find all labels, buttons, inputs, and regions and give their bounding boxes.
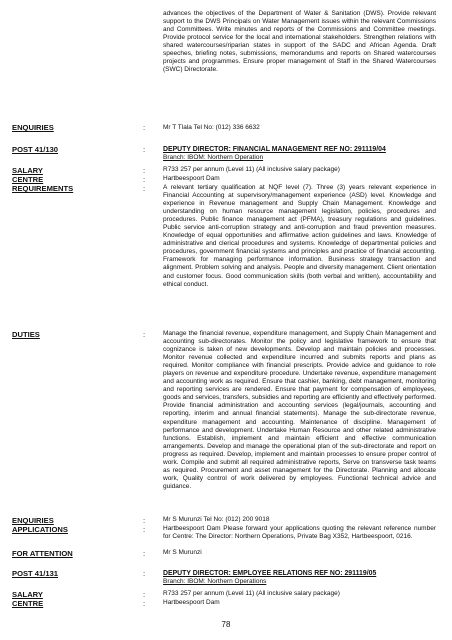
colon: :	[143, 525, 146, 534]
applications-label: APPLICATIONS	[12, 525, 68, 534]
enquiries-value: Mr T Tlala Tel No: (012) 336 6632	[163, 124, 260, 131]
post-branch: Branch: IBOM: Northern Operations	[163, 578, 267, 585]
post-title	[163, 569, 436, 586]
colon: :	[143, 166, 146, 175]
colon: :	[143, 549, 146, 558]
colon: :	[143, 516, 146, 525]
page-number: 78	[221, 620, 231, 629]
colon: :	[143, 330, 146, 339]
applications-value: Hartbeespoort Dam Please forward your applications quoting the relevant reference number for Centre: The Director: Northern Operations, Private Bag X352, Hartbeespoort, 0216.	[163, 525, 436, 541]
centre-label: CENTRE	[12, 599, 44, 608]
enquiries-value: Mr S Murunzi Tel No: (012) 200 9018	[163, 516, 270, 523]
colon: :	[143, 175, 146, 184]
requirements-value: A relevant tertiary qualification at NQF level (7). Three (3) years relevant experience in Financial Accounting at supervisory/management experience (ASD) level. Knowledge and experience in Revenue management and Supply Chain Management. Knowledge and understanding on human resource management legislation, policies, procedures and procedures. Public finance management act (PFMA), treasury regulations and guidelines. Public service anti-corruption strategy and anti-corruption and fraud prevention measures. Knowledge of equal opportunities and affirmative action guidelines and laws. Knowledge of administrative and clerical procedures and systems. Knowledge of departmental policies and procedures, government financial systems and principles and practice of financial accounting. Framework for managing performance information. Business strategy transaction and alignment. Problem solving and analysis. People and diversity management. Client orientation and customer focus. Good communication skills (both verbal and written), accountability and ethical conduct.	[163, 184, 436, 288]
post-title-text: DEPUTY DIRECTOR: FINANCIAL MANAGEMENT REF NO: 291119/04	[163, 146, 386, 153]
post-branch: Branch: IBOM: Northern Operation	[163, 154, 264, 161]
duties-label: DUTIES	[12, 330, 40, 339]
colon: :	[143, 123, 146, 132]
colon: :	[143, 569, 146, 578]
salary-value: R733 257 per annum (Level 11) (All inclusive salary package)	[163, 590, 340, 597]
intro-text: advances the objectives of the Department of Water & Sanitation (DWS). Provide relevant support to the DWS Principals on Water Management issues within the relevant Commissions and Committees. Write minutes and reports of the Commissions and Committee meetings. Provide protocol service for the local and international stakeholders. Strengthen relations with shared watercourses/riparian states in support of the SADC and African Agenda. Draft speeches, briefing notes, submissions, memorandums and reports on Shared watercourses projects and programmes. Ensure proper management of Staff in the Shared Watercourses (SWC) Directorate.	[163, 10, 436, 74]
duties-value: Manage the financial revenue, expenditure management, and Supply Chain Management and accounting sub-directorates. Monitor the policy and legislative framework to ensure that cognizance is taken of new developments. Develop and maintain policies and processes. Monitor revenue collected and expenditure incurred and submits reports and plans as required. Monitor compliance with financial prescripts. Provide advice and guidance to role players on revenue and expenditure procedure. Undertake revenue, expenditure management and accounting work as required. Ensure that cashier, banking, debt management, monitoring and reporting services are rendered. Ensure that payment for compensation of employees, goods and services, transfers, subsidies and reporting are efficiently and effectively performed. Provide financial administration and accounting services (legal/journals, accounting and reporting, interim and annual financial statements). Manage the sub-directorate revenue, expenditure management and accounting. Maintenance of discipline. Management of performance and development. Undertake Human Resource and other related administrative functions. Establish, implement and maintain efficient and effective communication arrangements. Develop and manage the operational plan of the sub-directorate and report on progress as required. Develop, implement and maintain processes to ensure proper control of work. Compile and submit all required administrative reports, Serve on transverse task teams as required. Procurement and asset management for the Directorate. Planning and allocate work, Quality control of work delivered by employees. Functional technical advice and guidance.	[163, 330, 436, 490]
colon: :	[143, 184, 146, 193]
centre-label: CENTRE	[12, 175, 44, 184]
post-title-text: DEPUTY DIRECTOR: EMPLOYEE RELATIONS REF NO: 291119/05	[163, 570, 377, 577]
colon: :	[143, 145, 146, 154]
post-number: POST 41/131	[12, 569, 59, 578]
salary-value: R733 257 per annum (Level 11) (All inclusive salary package)	[163, 166, 340, 173]
attention-label: FOR ATTENTION	[12, 549, 73, 558]
enquiries-label: ENQUIRIES	[12, 123, 54, 132]
enquiries-label: ENQUIRIES	[12, 516, 54, 525]
attention-value: Mr S Murunzi	[163, 549, 202, 556]
post-title	[163, 145, 436, 162]
salary-label: SALARY	[12, 590, 43, 599]
colon: :	[143, 599, 146, 608]
colon: :	[143, 590, 146, 599]
salary-label: SALARY	[12, 166, 43, 175]
post-number: POST 41/130	[12, 145, 59, 154]
centre-value: Hartbeespoort Dam	[163, 599, 220, 606]
requirements-label: REQUIREMENTS	[12, 184, 74, 193]
centre-value: Hartbeespoort Dam	[163, 175, 220, 182]
